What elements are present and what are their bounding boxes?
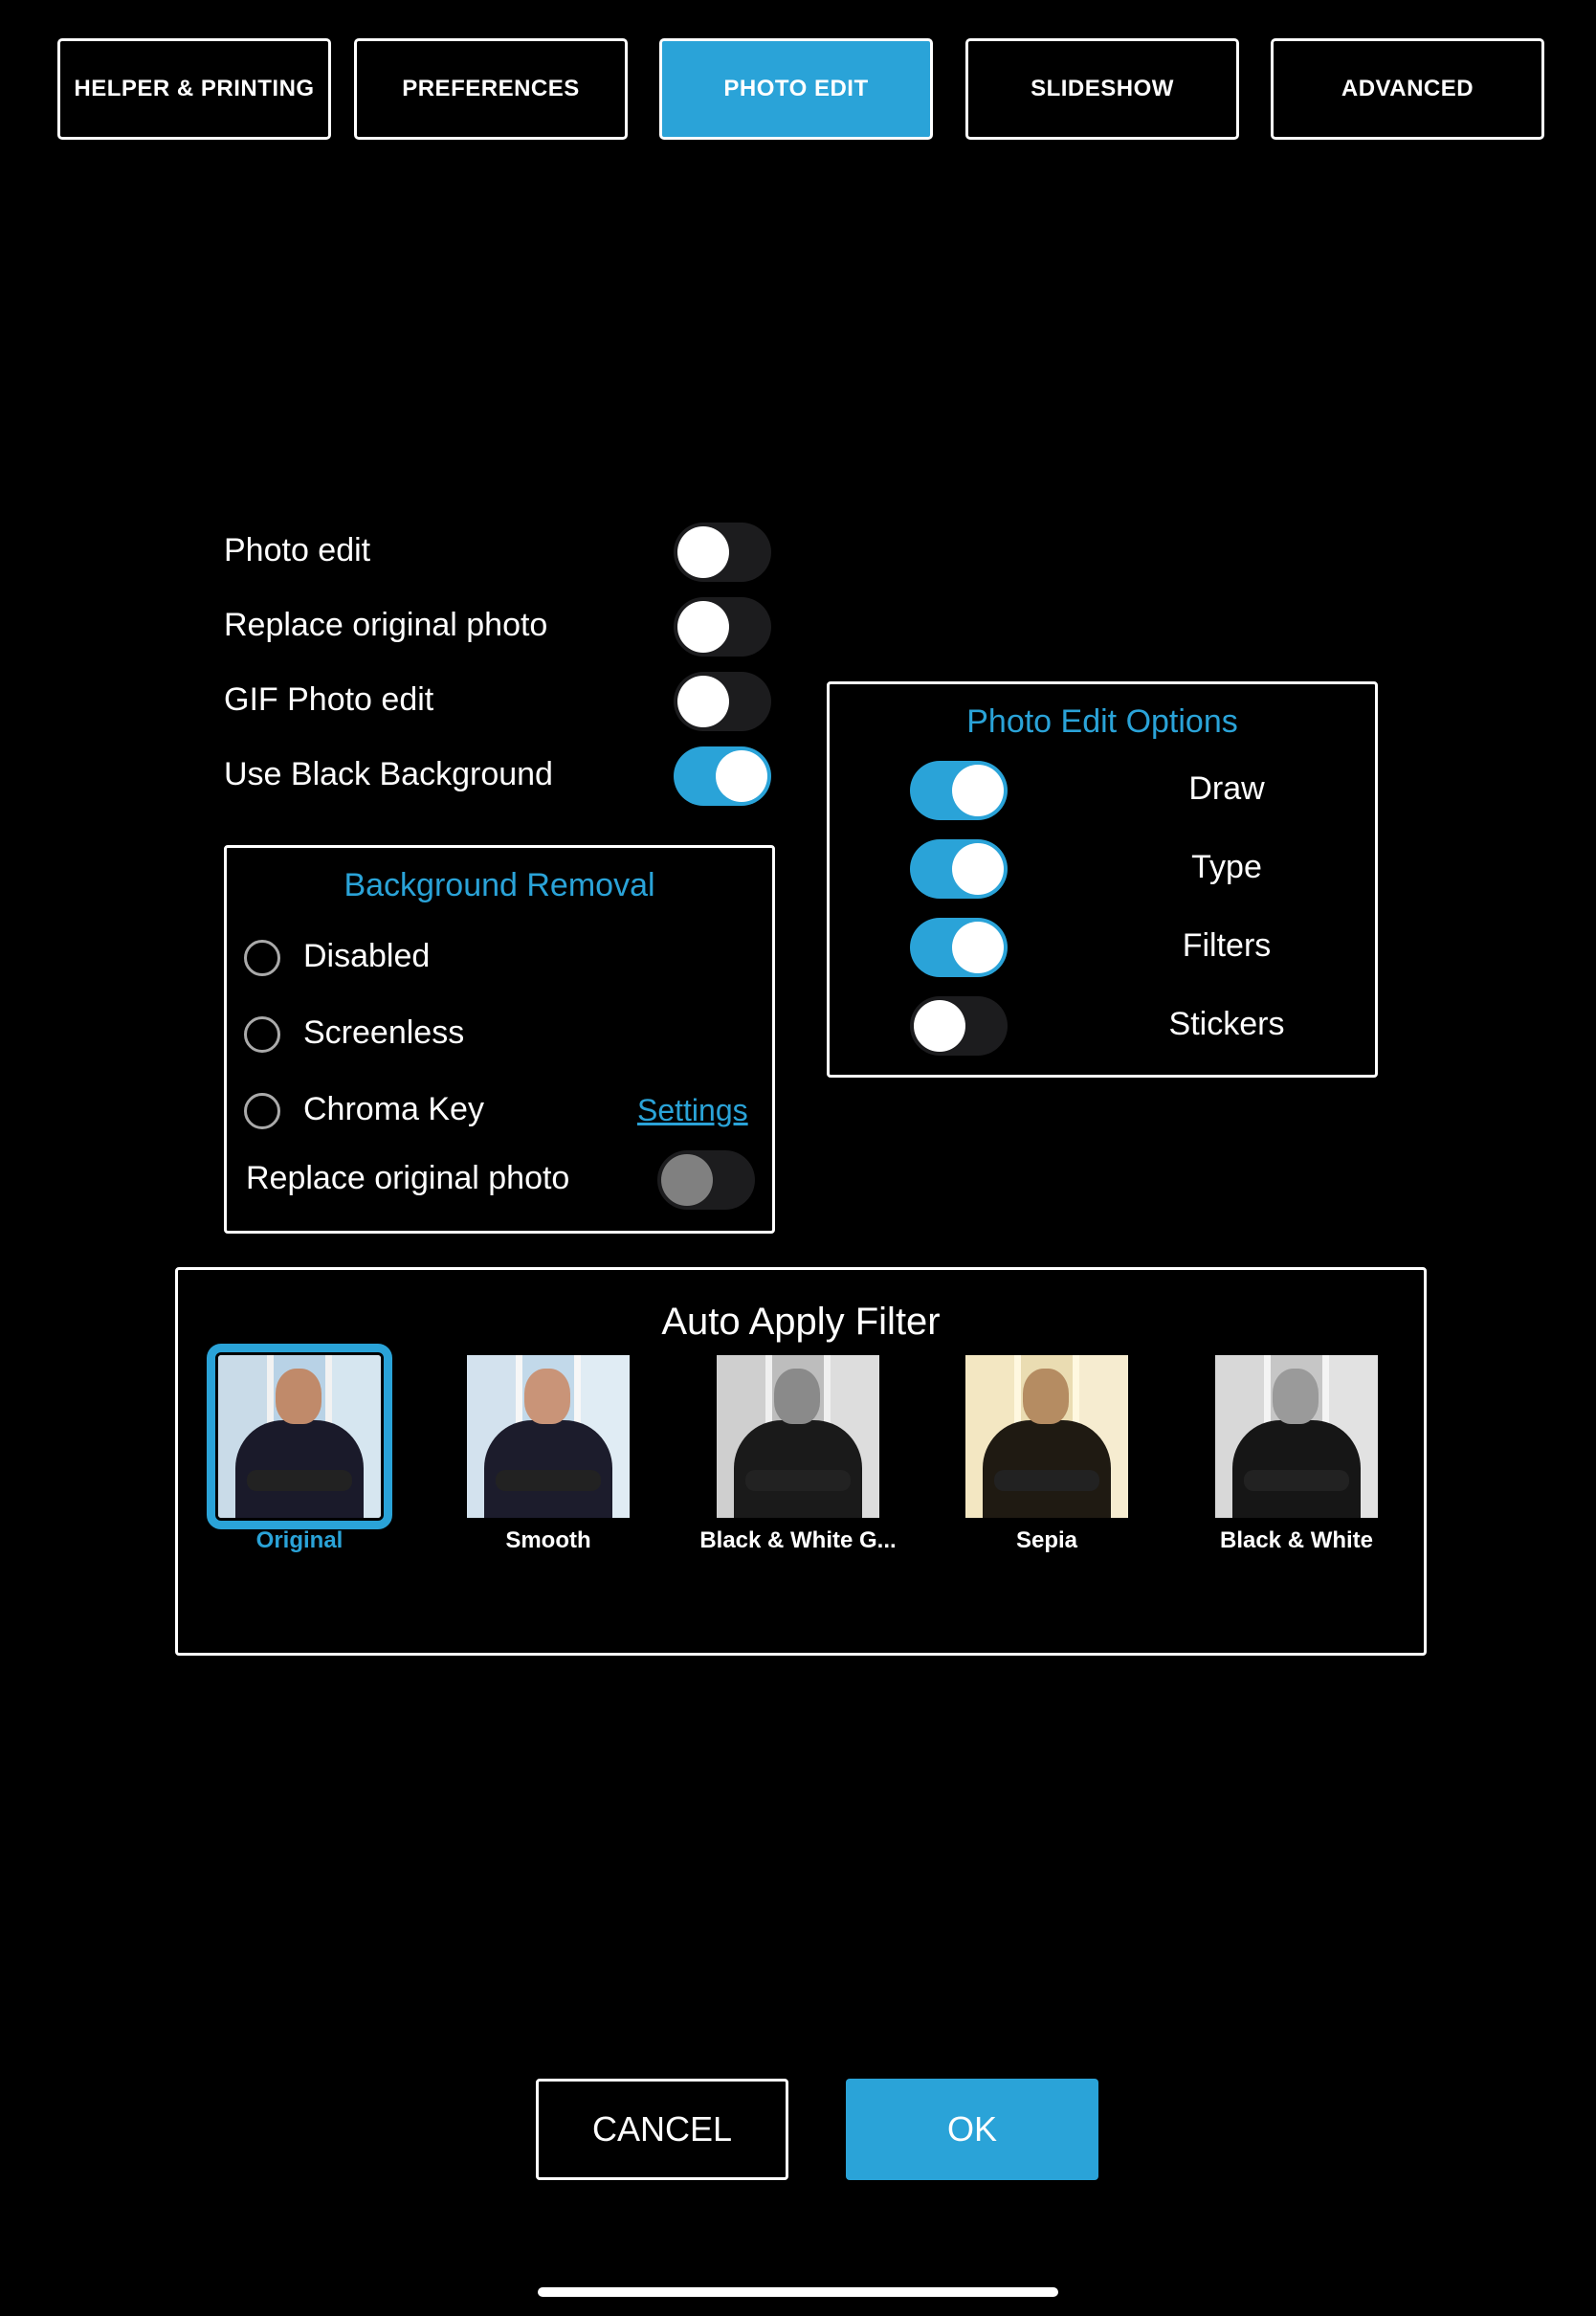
tab-photo-edit[interactable]: PHOTO EDIT [659,38,933,140]
tab-helper-printing[interactable]: HELPER & PRINTING [57,38,331,140]
filter-bw-g-thumb[interactable] [717,1355,879,1518]
person-head [276,1369,321,1424]
toggle-knob [677,676,729,727]
bg-replace-original-label: Replace original photo [246,1160,570,1196]
photo-edit-toggle[interactable] [674,523,771,582]
person-head [774,1369,820,1424]
radio-disabled[interactable] [244,940,280,976]
toggle-knob [661,1154,713,1206]
tab-slideshow[interactable]: SLIDESHOW [965,38,1239,140]
toggle-knob [914,1000,965,1052]
person-arms [994,1470,1099,1491]
person-arms [496,1470,601,1491]
gif-photo-edit-label: GIF Photo edit [224,681,434,718]
filter-smooth-label: Smooth [505,1527,591,1553]
person-body [1232,1420,1361,1518]
home-indicator [538,2287,1058,2297]
filter-bw-thumb[interactable] [1215,1355,1378,1518]
toggle-knob [952,843,1004,895]
tab-preferences[interactable]: PREFERENCES [354,38,628,140]
replace-original-toggle[interactable] [674,597,771,657]
ok-button[interactable]: OK [846,2079,1098,2180]
background-removal-panel [224,845,775,1234]
draw-toggle[interactable] [910,761,1008,820]
radio-screenless[interactable] [244,1016,280,1053]
bg-replace-original-toggle[interactable] [657,1150,755,1210]
person-arms [247,1470,352,1491]
filters-toggle[interactable] [910,918,1008,977]
option-disabled-label: Disabled [303,938,431,974]
draw-label: Draw [1188,770,1265,807]
replace-original-label: Replace original photo [224,607,548,643]
toggle-knob [677,601,729,653]
tab-advanced[interactable]: ADVANCED [1271,38,1544,140]
person-body [983,1420,1111,1518]
cancel-button[interactable]: CANCEL [536,2079,788,2180]
auto-apply-filter-title: Auto Apply Filter [661,1301,941,1343]
person-body [484,1420,612,1518]
toggle-knob [952,922,1004,973]
filter-smooth-thumb[interactable] [467,1355,630,1518]
filter-original-thumb[interactable] [218,1355,381,1518]
option-screenless-label: Screenless [303,1014,465,1051]
type-label: Type [1191,849,1262,885]
stickers-label: Stickers [1168,1006,1285,1042]
person-head [524,1369,570,1424]
filter-original-label: Original [255,1527,344,1553]
person-body [734,1420,862,1518]
photo-edit-options-panel [827,681,1378,1078]
black-background-toggle[interactable] [674,746,771,806]
person-head [1273,1369,1319,1424]
chroma-key-settings-link[interactable]: Settings [637,1093,748,1127]
black-background-label: Use Black Background [224,756,553,792]
person-arms [745,1470,851,1491]
option-chroma-key-label: Chroma Key [303,1091,484,1127]
filter-bw-label: Black & White [1219,1527,1374,1553]
photo-edit-options-title: Photo Edit Options [966,703,1238,740]
photo-edit-label: Photo edit [224,532,371,568]
gif-photo-edit-toggle[interactable] [674,672,771,731]
toggle-knob [952,765,1004,816]
toggle-knob [677,526,729,578]
filter-sepia-label: Sepia [1015,1527,1078,1553]
type-toggle[interactable] [910,839,1008,899]
filters-label: Filters [1182,927,1272,964]
stickers-toggle[interactable] [910,996,1008,1056]
background-removal-title: Background Removal [344,867,655,903]
person-body [235,1420,364,1518]
radio-chroma-key[interactable] [244,1093,280,1129]
person-arms [1244,1470,1349,1491]
filter-sepia-thumb[interactable] [965,1355,1128,1518]
person-head [1023,1369,1069,1424]
filter-bw-g-label: Black & White G... [699,1527,897,1553]
toggle-knob [716,750,767,802]
